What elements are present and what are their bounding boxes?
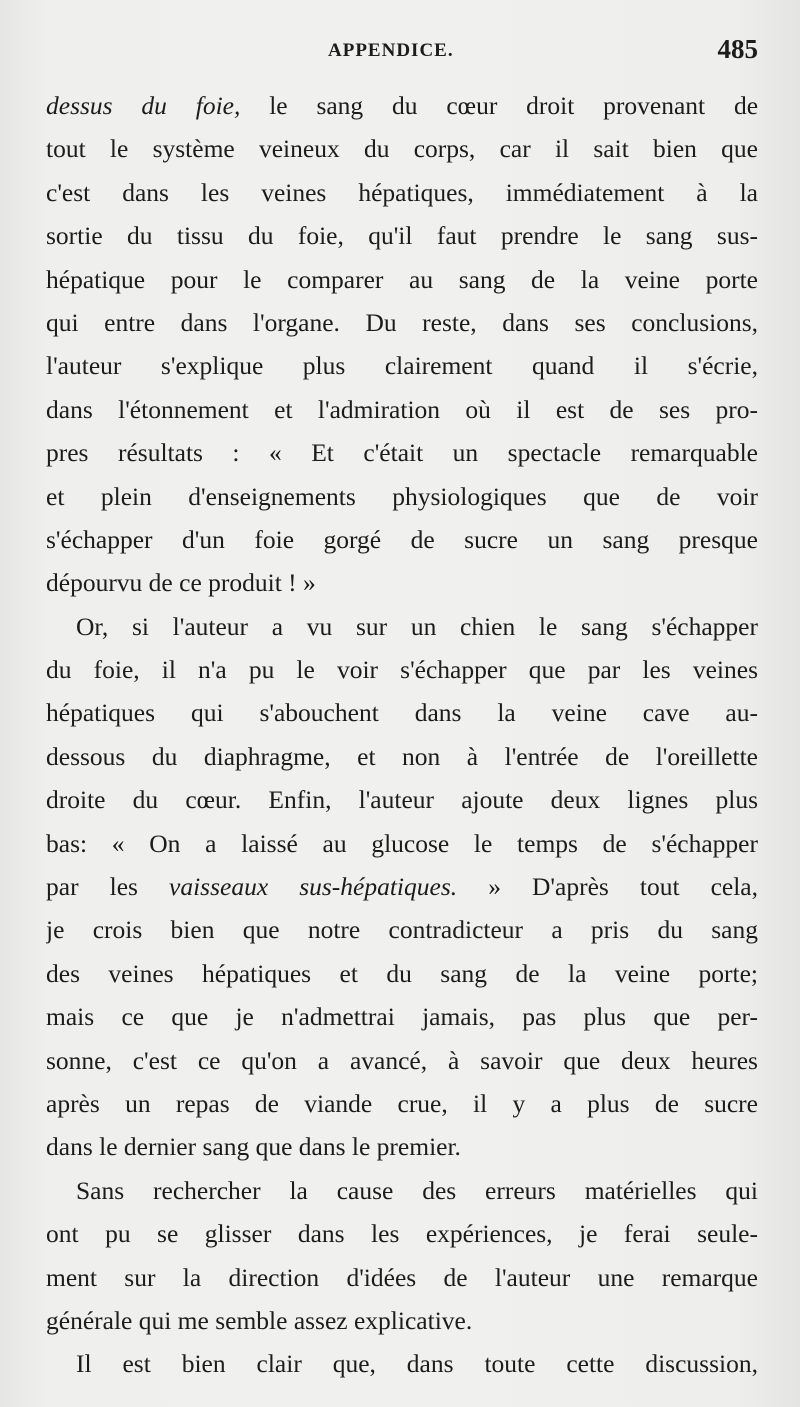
text-line: ont pu se glisser dans les expériences, je ferai seule- — [46, 1219, 758, 1249]
text-line: du foie, il n'a pu le voir s'échapper que par les veines — [46, 655, 758, 685]
text-line: pres résultats : « Et c'était un spectacle remarquable — [46, 438, 758, 468]
text-line: dans l'étonnement et l'admiration où il est de ses pro- — [46, 394, 758, 424]
text-line: je crois bien que notre contradicteur a pris du sang — [46, 915, 758, 945]
text-line: dans le dernier sang que dans le premier. — [46, 1132, 461, 1162]
text-line: s'échapper d'un foie gorgé de sucre un sang presque — [46, 524, 758, 554]
italic-phrase: dessus du foie, — [46, 91, 241, 120]
text-line: qui entre dans l'organe. Du reste, dans ses conclusions, — [46, 307, 758, 337]
text-line: droite du cœur. Enfin, l'auteur ajoute deux lignes plus — [46, 785, 758, 815]
paragraph-3 — [46, 1169, 758, 1343]
paragraph-2 — [46, 605, 758, 1169]
paragraph-1 — [46, 84, 758, 605]
text-line: Il est bien clair que, dans toute cette discussion, — [76, 1349, 758, 1379]
text-line: mais ce que je n'admettrai jamais, pas plus que per- — [46, 1002, 758, 1032]
text-line: dépourvu de ce produit ! » — [46, 568, 316, 598]
page-number: 485 — [717, 34, 758, 64]
text-line: générale qui me semble assez explicative. — [46, 1305, 473, 1335]
text-line: hépatiques qui s'abouchent dans la veine cave au- — [46, 698, 758, 728]
text-line: sortie du tissu du foie, qu'il faut prendre le sang sus- — [46, 221, 758, 251]
text-span: » D'après tout cela, — [457, 872, 758, 902]
text-line: l'auteur s'explique plus clairement quand il s'écrie, — [46, 351, 758, 381]
text-line: Sans rechercher la cause des erreurs matérielles qui — [76, 1175, 758, 1205]
text-line: bas: « On a laissé au glucose le temps de s'échapper — [46, 828, 758, 858]
text-line: Or, si l'auteur a vu sur un chien le sang s'échapper — [76, 611, 758, 641]
text-line: tout le système veineux du corps, car il sait bien que — [46, 134, 758, 164]
text-line: ment sur la direction d'idées de l'auteur une remarque — [46, 1262, 758, 1292]
text-line: et plein d'enseignements physiologiques que de voir — [46, 481, 758, 511]
text-line: dessous du diaphragme, et non à l'entrée de l'oreillette — [46, 741, 758, 771]
text-line: des veines hépatiques et du sang de la veine porte; — [46, 958, 758, 988]
text-line: après un repas de viande crue, il y a plus de sucre — [46, 1088, 758, 1118]
page-header — [46, 34, 758, 74]
text-line: c'est dans les veines hépatiques, immédiatement à la — [46, 177, 758, 207]
body-text — [46, 84, 758, 1386]
italic-phrase: vaisseaux sus-hépatiques. — [169, 872, 458, 902]
paragraph-4 — [46, 1342, 758, 1385]
text-span: par les — [46, 872, 169, 902]
running-head: APPENDICE. — [328, 40, 454, 61]
text-line: hépatique pour le comparer au sang de la veine porte — [46, 264, 758, 294]
text-line: sonne, c'est ce qu'on a avancé, à savoir que deux heures — [46, 1045, 758, 1075]
text-line — [46, 865, 758, 908]
text-span: le sang du cœur droit provenant de — [240, 91, 758, 120]
text-line — [46, 84, 758, 127]
